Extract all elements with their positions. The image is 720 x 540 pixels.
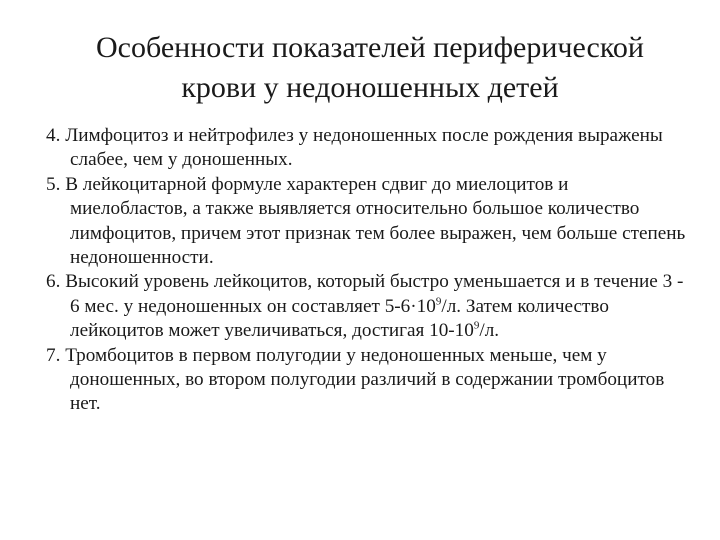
- list-item-text: В лейкоцитарной формуле характерен сдвиг до миелоцитов и миелобластов, а также выявляется относительно большое количество лимфоцитов, причем этот признак тем более выражен, чем больше степень недоношенности.: [65, 173, 686, 269]
- list-item-number: 5.: [46, 173, 61, 195]
- list-item-6: [46, 270, 686, 343]
- superscript-exponent: 9: [435, 295, 442, 308]
- list-item-text-part-3: /л.: [479, 320, 500, 342]
- list-item-number: 4.: [46, 125, 61, 146]
- list-item-number: 7.: [46, 344, 61, 366]
- list-item-text: Тромбоцитов в первом полугодии у недоношенных меньше, чем у доношенных, во втором полугодии различий в содержании тромбоцитов нет.: [65, 344, 665, 415]
- slide-title-line-1: Особенности показателей периферической: [96, 31, 644, 64]
- list-item-text-part-2: /л. Затем количество лейкоцитов может увеличиваться, достигая 10-10: [70, 295, 609, 342]
- numbered-list: [46, 124, 686, 417]
- slide-title: [40, 28, 700, 108]
- list-item-number: 6.: [46, 271, 61, 293]
- list-item-5: [46, 173, 686, 271]
- slide-title-line-2: крови у недоношенных детей: [181, 71, 559, 104]
- list-item-7: [46, 344, 686, 417]
- list-item-text: Лимфоцитоз и нейтрофилез у недоношенных после рождения выражены слабее, чем у доношенных.: [65, 125, 663, 171]
- superscript-exponent: 9: [473, 319, 480, 332]
- list-item-4: [46, 124, 686, 173]
- list-item-text-part-1: Высокий уровень лейкоцитов, который быстро уменьшается и в течение 3 - 6 мес. у недоношенных он составляет 5-6·10: [65, 271, 684, 317]
